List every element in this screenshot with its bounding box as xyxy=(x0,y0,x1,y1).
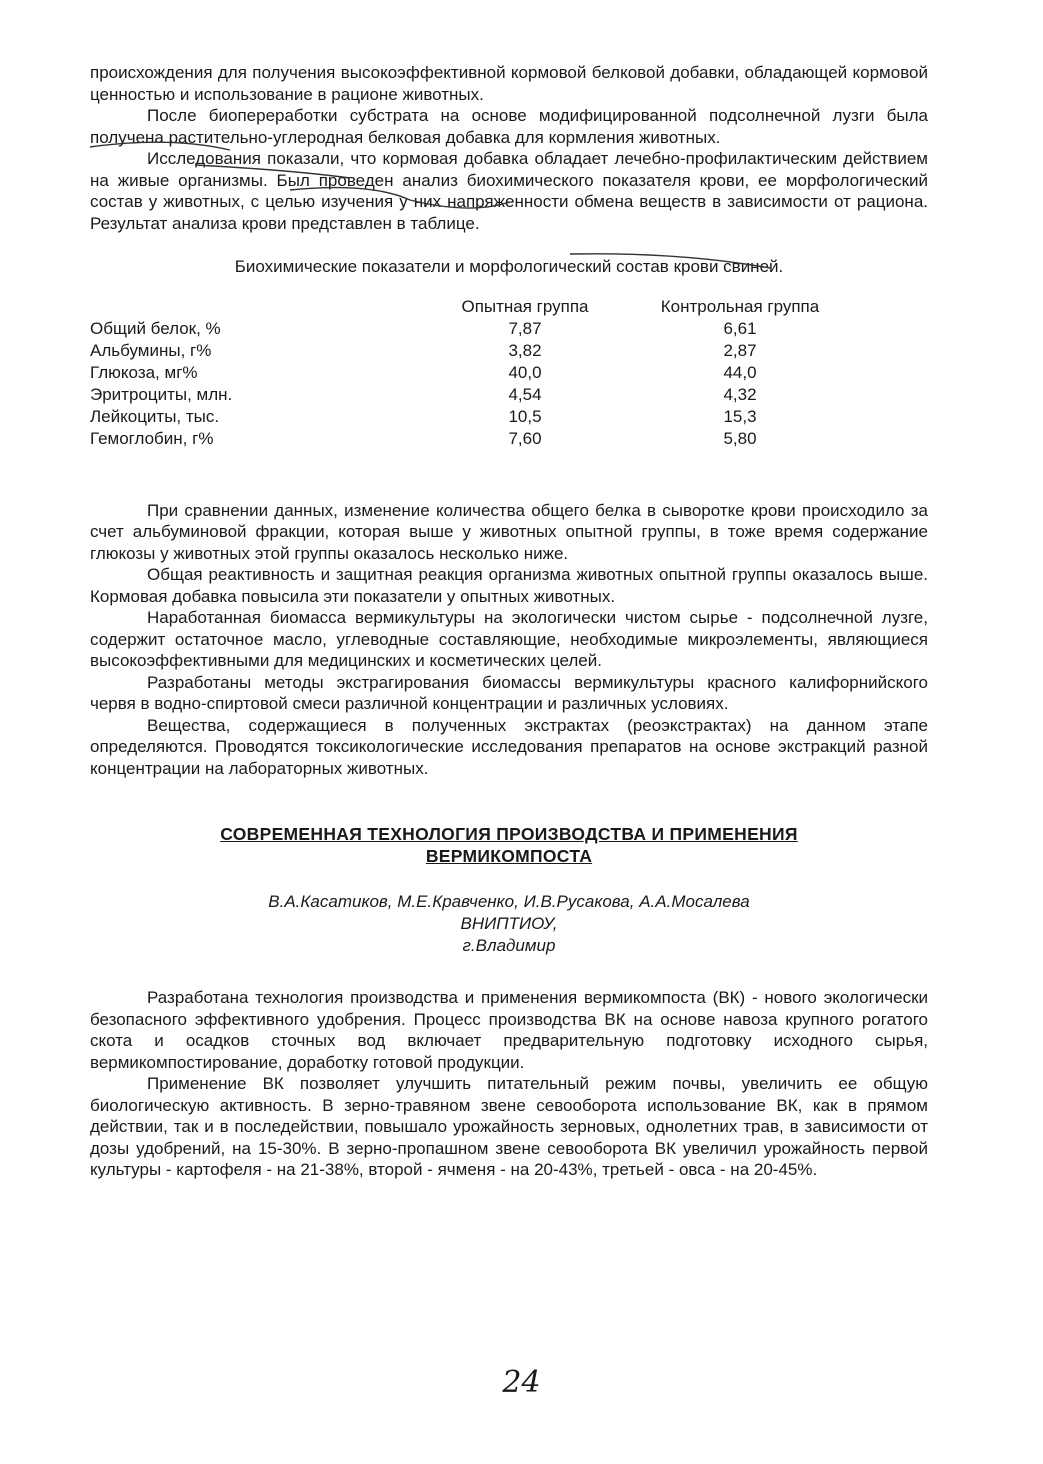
page-number: 24 xyxy=(502,1365,541,1400)
page-content xyxy=(90,62,928,1181)
row-control: 2,87 xyxy=(723,340,757,360)
table-row xyxy=(90,362,850,384)
table-caption: Биохимические показатели и морфологический состав крови свиней. xyxy=(234,257,784,276)
table-row xyxy=(90,406,850,428)
table-row xyxy=(90,340,850,362)
article-body xyxy=(90,987,928,1181)
paragraph-middle-3: Наработанная биомасса вермикультуры на экологически чистом сырье - подсолнечной лузге, содержит остаточное масло, углеводные составляющие, необходимые микроэлементы, являющиеся высокоэффективными для медицинских и косметических целей. xyxy=(90,608,928,670)
row-experimental: 7,87 xyxy=(508,318,542,338)
table-row xyxy=(90,428,850,450)
table-row xyxy=(90,384,850,406)
table-header-experimental: Опытная группа xyxy=(461,296,589,316)
article-authors: В.А.Касатиков, М.Е.Кравченко, И.В.Русакова, А.А.Мосалева xyxy=(268,892,750,911)
row-label: Альбумины, г% xyxy=(90,340,212,360)
article-institution: ВНИПТИОУ, xyxy=(460,914,558,933)
table-header-control: Контрольная группа xyxy=(660,296,820,316)
row-label: Лейкоциты, тыс. xyxy=(90,406,220,426)
row-label: Гемоглобин, г% xyxy=(90,428,214,448)
paragraph-bottom-1: Разработана технология производства и применения вермикомпоста (ВК) - нового экологически безопасного эффективного удобрения. Процесс производства ВК на основе навоза крупного рогатого скота и осадков сточных вод включает предварительную подготовку исходного сырья, вермикомпостирование, доработку готовой продукции. xyxy=(90,988,928,1072)
paragraph-middle-2: Общая реактивность и защитная реакция организма животных опытной группы оказалось выше. Кормовая добавка повысила эти показатели у опытных животных. xyxy=(90,565,928,606)
row-experimental: 7,60 xyxy=(508,428,542,448)
article-title-line2: ВЕРМИКОМПОСТА xyxy=(425,846,593,866)
row-control: 6,61 xyxy=(723,318,757,338)
row-label: Глюкоза, мг% xyxy=(90,362,198,382)
row-experimental: 10,5 xyxy=(508,406,542,426)
row-label: Эритроциты, млн. xyxy=(90,384,233,404)
row-label: Общий белок, % xyxy=(90,318,221,338)
paragraph-bottom-2: Применение ВК позволяет улучшить питательный режим почвы, увеличить ее общую биологическую активность. В зерно-травяном звене севооборота использование ВК, как в прямом действии, так и в последействии, повышало урожайность зерновых, однолетних трав, в зависимости от дозы удобрений, на 15-30%. В зерно-пропашном звене севооборота ВК увеличил урожайность первой культуры - картофеля - на 21-38%, второй - ячменя - на 20-43%, третьей - овса - на 20-45%. xyxy=(90,1074,928,1179)
table-header-row xyxy=(90,296,850,318)
row-control: 5,80 xyxy=(723,428,757,448)
row-control: 15,3 xyxy=(723,406,757,426)
paragraph-middle-1: При сравнении данных, изменение количества общего белка в сыворотке крови происходило за счет альбуминовой фракции, которая выше у животных опытной группы, в тоже время содержание глюкозы у животных этой группы оказалось несколько ниже. xyxy=(90,500,928,563)
paragraph-middle-5: Вещества, содержащиеся в полученных экстрактах (реоэкстрактах) на данном этапе определяются. Проводятся токсикологические исследования препаратов на основе экстракций разной концентрации на лабораторных животных. xyxy=(90,715,928,778)
article-byline xyxy=(90,891,928,957)
paragraph-top-2: После биопереработки субстрата на основе модифицированной подсолнечной лузги была получена растительно-углеродная белковая добавка для кормления животных. xyxy=(90,106,928,147)
row-control: 44,0 xyxy=(723,362,757,382)
row-experimental: 40,0 xyxy=(508,362,542,382)
discussion-section xyxy=(90,500,928,780)
row-experimental: 3,82 xyxy=(508,340,542,360)
article-title-line1: СОВРЕМЕННАЯ ТЕХНОЛОГИЯ ПРОИЗВОДСТВА И ПРИМЕНЕНИЯ xyxy=(220,824,798,844)
table-row xyxy=(90,318,850,340)
table-header-empty xyxy=(90,296,420,318)
row-experimental: 4,54 xyxy=(508,384,542,404)
article-title xyxy=(90,823,928,867)
paragraph-middle-4: Разработаны методы экстрагирования биомассы вермикультуры красного калифорнийского червя в водно-спиртовой смеси различной концентрации и различных условиях. xyxy=(90,672,928,713)
blood-table xyxy=(90,296,850,450)
paragraph-top-1: происхождения для получения высокоэффективной кормовой белковой добавки, обладающей кормовой ценностью и использование в рационе животных. xyxy=(90,63,928,104)
article-city: г.Владимир xyxy=(462,936,556,955)
paragraph-top-3: Исследования показали, что кормовая добавка обладает лечебно-профилактическим действием на живые организмы. Был проведен анализ биохимического показателя крови, ее морфологический состав у животных, с целью изучения у них напряженности обмена веществ в зависимости от рациона. Результат анализа крови представлен в таблице. xyxy=(90,149,928,233)
row-control: 4,32 xyxy=(723,384,757,404)
